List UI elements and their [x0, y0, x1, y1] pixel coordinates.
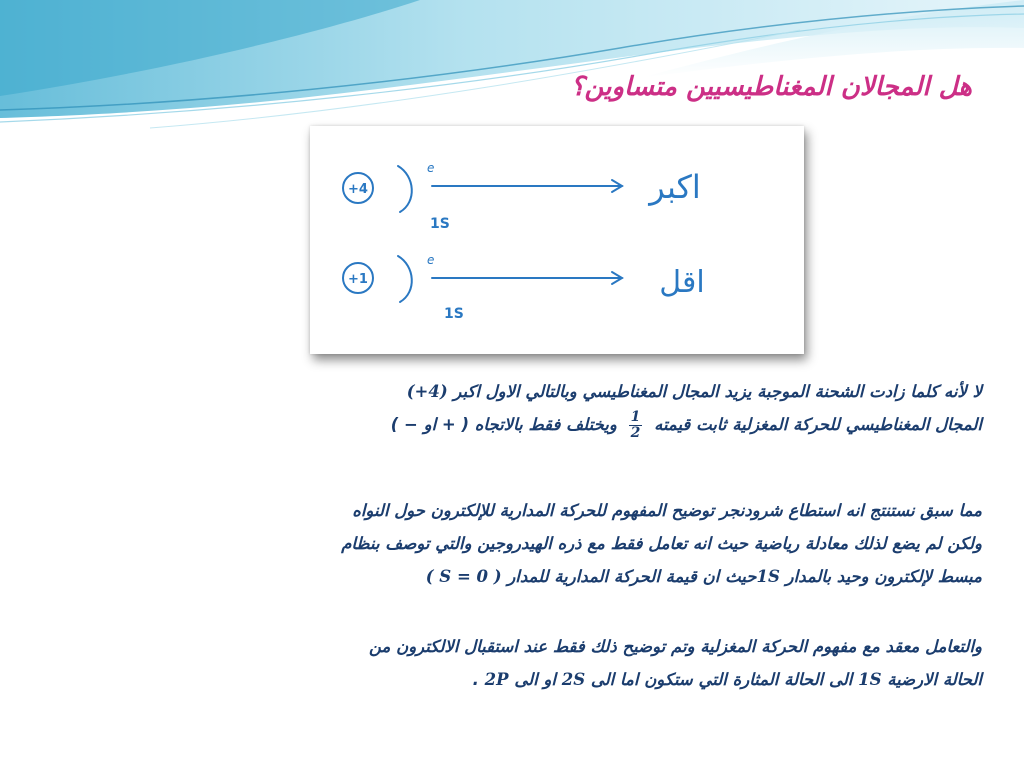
electron-label-top: e [427, 161, 435, 175]
orbital-label-bottom: 1S [444, 306, 464, 322]
p3-line2-text-a: الحالة الارضية [887, 670, 982, 689]
paragraph-3-line-1: والتعامل معقد مع مفهوم الحركة المغزلية وتم توضيح ذلك فقط عند استقبال الالكترون من [368, 637, 982, 656]
orbit-arc-bottom [398, 256, 412, 302]
p3-line2-text-c: او الى [514, 670, 556, 689]
fraction-numerator: 1 [630, 409, 641, 425]
p2-line3-text-a: مبسط لإلكترون وحيد بالمدار [785, 567, 982, 586]
p2-s-value: ( S = 0 ) [425, 567, 502, 586]
paragraph-1-line-1 [82, 375, 982, 408]
p1-direction-note: ( + او − ) [390, 415, 470, 434]
paragraph-1-line-2 [82, 408, 982, 441]
p3-period: . [472, 670, 479, 689]
spin-fraction [629, 410, 643, 441]
paragraph-2-line-3 [82, 560, 982, 593]
paragraph-3-line-2 [82, 663, 982, 696]
p1-line2-text-a: المجال المغناطيسي للحركة المغزلية ثابت قيمته [654, 415, 982, 434]
paragraph-2-line-1: مما سبق نستنتج انه استطاع شرودنجر توضيح المفهوم للحركة المدارية للإلكترون حول النواه [352, 501, 982, 520]
p2-orbital-1s: 1S [756, 567, 780, 586]
orbital-label-top: 1S [430, 216, 450, 232]
atom-diagram-svg [310, 126, 804, 354]
electron-label-bottom: e [427, 253, 435, 267]
header-wave-decoration [0, 0, 1024, 130]
p3-orbital-2s: 2S [561, 670, 586, 689]
orbit-arc-top [398, 166, 412, 212]
paragraph-2-line-2: ولكن لم يضع لذلك معادلة رياضية حيث انه تعامل فقط مع ذره الهيدروجين والتي توصف بنظام [341, 534, 982, 553]
nucleus-charge-top: +4 [348, 182, 368, 197]
p3-line2-text-b: الى الحالة المثارة التي ستكون اما الى [590, 670, 853, 689]
atom-diagram [310, 126, 804, 354]
paragraph-3 [82, 630, 982, 696]
p2-line3-text-b: حيث ان قيمة الحركة المدارية للمدار [507, 567, 757, 586]
fraction-denominator: 2 [630, 425, 641, 441]
p1-line1-text: لا لأنه كلما زادت الشحنة الموجبة يزيد المجال المغناطيسي وبالتالي الاول اكبر [453, 382, 982, 401]
p1-charge-value: (+4) [406, 382, 448, 401]
paragraph-1 [82, 375, 982, 441]
slide-title: هل المجالان المغناطيسيين متساوين؟ [570, 72, 972, 102]
p1-line2-text-b: ويختلف فقط بالاتجاه [474, 415, 617, 434]
p3-orbital-2p: 2P [484, 670, 509, 689]
comparison-label-top: اكبر [649, 168, 701, 206]
nucleus-charge-bottom: +1 [348, 272, 368, 287]
comparison-label-bottom: اقل [659, 265, 705, 300]
p3-orbital-1s: 1S [858, 670, 882, 689]
paragraph-2 [82, 494, 982, 593]
